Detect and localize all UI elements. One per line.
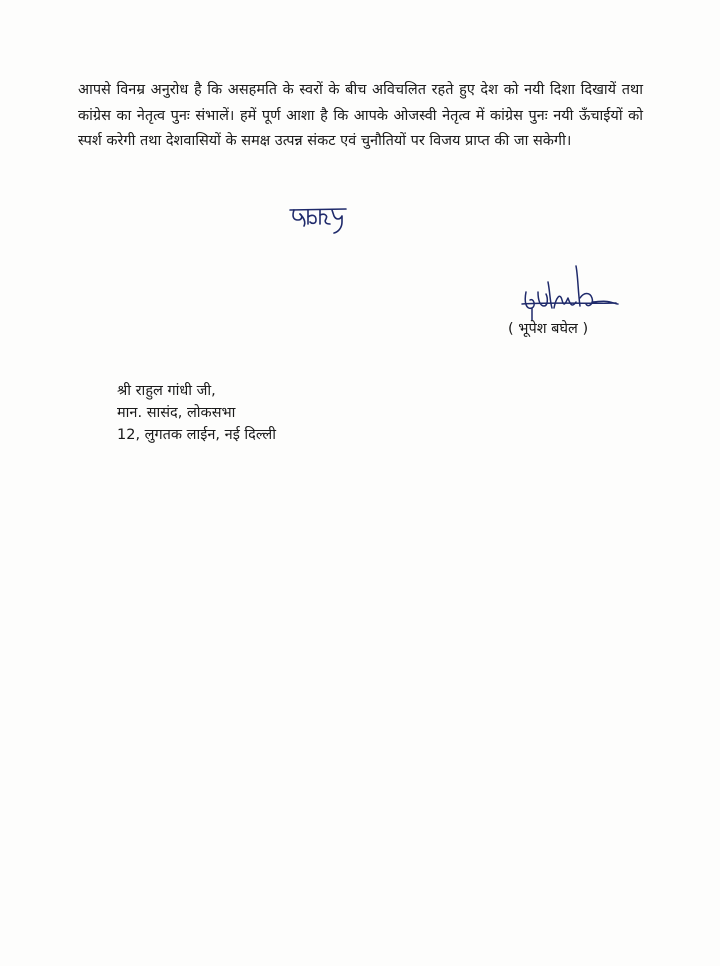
- recipient-name: श्री राहुल गांधी जी,: [117, 383, 216, 399]
- recipient-address: 12, लुगतक लाईन, नई दिल्ली: [117, 427, 277, 443]
- handwritten-closing-sadar: [288, 200, 348, 236]
- signer-name: ( भूपेश बघेल ): [508, 321, 589, 337]
- handwritten-closing-drawing: [288, 200, 348, 236]
- recipient-designation: मान. सासंद, लोकसभा: [117, 405, 236, 421]
- recipient-address-block: [117, 380, 276, 446]
- letter-body-paragraph: आपसे विनम्र अनुरोध है कि असहमति के स्वरों के बीच अविचलित रहते हुए देश को नयी दिशा दिखायें तथा कांग्रेस का नेतृत्व पुनः संभालें। हमें पूर्ण आशा है कि आपके ओजस्वी नेतृत्व में कांग्रेस पुनः नयी ऊँचाईयों को स्पर्श करेगी तथा देशवासियों के समक्ष उत्पन्न संकट एवं चुनौतियों पर विजय प्राप्त की जा सकेगी।: [78, 82, 643, 149]
